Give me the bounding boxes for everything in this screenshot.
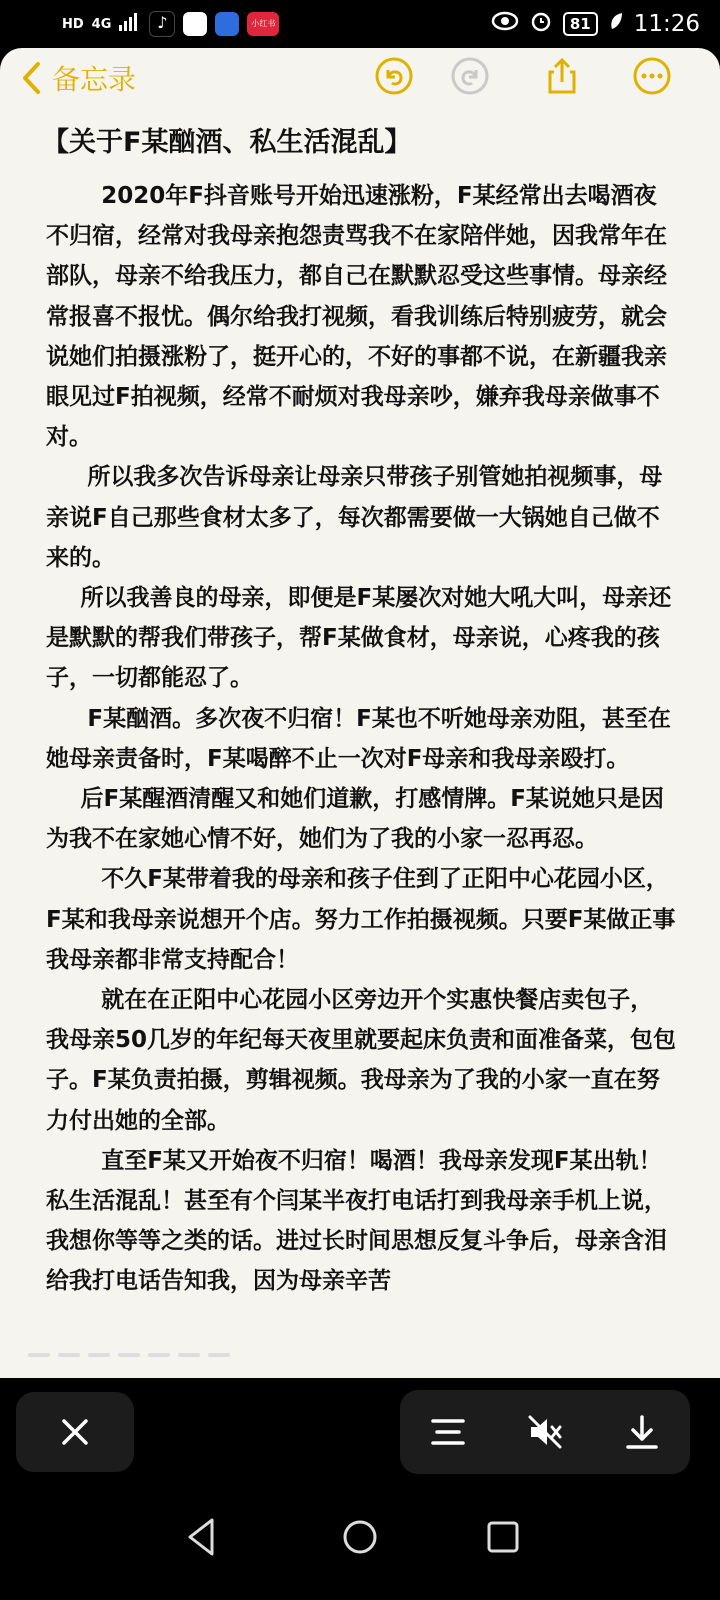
note-paragraph: F某酗酒。多次夜不归宿！F某也不听她母亲劝阻，甚至在她母亲责备时，F某喝醉不止一次对F母亲和我母亲殴打。 — [46, 705, 671, 772]
download-icon — [623, 1413, 661, 1451]
hd-indicator: HD — [62, 16, 84, 32]
close-button[interactable] — [16, 1392, 134, 1472]
circle-home-icon — [335, 1512, 385, 1562]
tieba-icon — [215, 12, 239, 36]
status-bar — [0, 0, 720, 48]
note-paragraph: 就在在正阳中心花园小区旁边开个实惠快餐店卖包子，我母亲50几岁的年纪每天夜里就要起床负责和面准备菜，包包子。F某负责拍摄，剪辑视频。我母亲为了我的小家一直在努力付出她的全部。 — [46, 987, 677, 1134]
triangle-back-icon — [178, 1512, 228, 1562]
nav-home-button[interactable] — [335, 1512, 385, 1562]
navigation-bar — [0, 1490, 720, 1600]
close-icon — [59, 1416, 91, 1448]
redo-icon — [450, 56, 490, 96]
mute-button[interactable] — [523, 1410, 567, 1454]
note-card — [0, 48, 720, 1378]
back-label: 备忘录 — [52, 63, 137, 96]
note-paragraph: 所以我善良的母亲，即便是F某屡次对她大吼大叫，母亲还是默默的帮我们带孩子，帮F某做食材，母亲说，心疼我的孩子，一切都能忍了。 — [46, 585, 672, 692]
menu-icon — [429, 1413, 467, 1451]
alarm-icon — [529, 9, 553, 39]
chevron-left-icon — [20, 61, 42, 95]
note-paragraph: 所以我多次告诉母亲让母亲只带孩子别管她拍视频事，母亲说F自己那些食材太多了，每次都需要做一大锅她自己做不来的。 — [46, 464, 663, 571]
redo-button[interactable] — [450, 56, 490, 96]
more-button[interactable] — [632, 56, 672, 96]
share-button[interactable] — [542, 56, 582, 96]
page-indicator — [28, 1353, 230, 1357]
undo-icon — [374, 56, 414, 96]
tiktok-icon: ♪ — [149, 11, 175, 37]
media-controls — [400, 1390, 690, 1474]
undo-button[interactable] — [374, 56, 414, 96]
note-content[interactable] — [42, 120, 677, 1302]
note-paragraph: 后F某醒酒清醒又和她们道歉，打感情牌。F某说她只是因为我不在家她心情不好，她们为了我的小家一忍再忍。 — [46, 786, 664, 853]
clock: 11:26 — [633, 11, 700, 37]
signal-icon — [119, 13, 141, 35]
note-toolbar — [0, 48, 720, 106]
xiaohongshu-icon: 小红书 — [247, 12, 279, 36]
nav-back-button[interactable] — [178, 1512, 228, 1562]
download-button[interactable] — [620, 1410, 664, 1454]
note-paragraph: 直至F某又开始夜不归宿！喝酒！我母亲发现F某出轨！私生活混乱！甚至有个闫某半夜打电话打到我母亲手机上说，我想你等等之类的话。进过长时间思想反复斗争后，母亲含泪给我打电话告知我，因为母亲辛苦 — [46, 1147, 667, 1295]
more-icon — [632, 56, 672, 96]
back-button[interactable] — [20, 58, 136, 98]
mute-icon — [526, 1413, 564, 1451]
share-icon — [542, 56, 582, 96]
leaf-icon — [608, 11, 624, 37]
menu-button[interactable] — [426, 1410, 470, 1454]
battery-level: 81 — [563, 12, 598, 36]
baidu-icon — [183, 12, 207, 36]
note-title: 【关于F某酗酒、私生活混乱】 — [42, 127, 412, 158]
note-paragraph: 不久F某带着我的母亲和孩子住到了正阳中心花园小区，F某和我母亲说想开个店。努力工作拍摄视频。只要F某做正事我母亲都非常支持配合！ — [46, 866, 676, 973]
nav-recents-button[interactable] — [478, 1512, 528, 1562]
note-paragraph: 2020年F抖音账号开始迅速涨粉，F某经常出去喝酒夜不归宿，经常对我母亲抱怨责骂我不在家陪伴她，因我常年在部队，母亲不给我压力，都自己在默默忍受这些事情。母亲经常报喜不报忧。偶尔给我打视频，看我训练后特别疲劳，就会说她们拍摄涨粉了，挺开心的，不好的事都不说，在新疆我亲眼见过F拍视频，经常不耐烦对我母亲吵，嫌弃我母亲做事不对。 — [46, 183, 667, 451]
network-indicator: 4G — [91, 16, 112, 32]
eye-icon — [491, 11, 519, 37]
square-recents-icon — [478, 1512, 528, 1562]
